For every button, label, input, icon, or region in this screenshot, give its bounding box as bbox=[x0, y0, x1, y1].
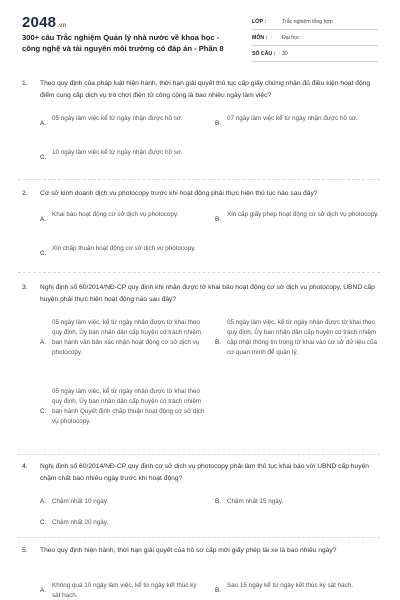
option-letter: A. bbox=[40, 216, 46, 223]
question-text bbox=[22, 545, 378, 557]
option-text: Xin cấp giấy phép hoạt động cơ sở dịch vụ photocopy. bbox=[227, 211, 379, 218]
question-text bbox=[22, 78, 378, 101]
option-letter: A. bbox=[40, 498, 46, 505]
question-number: 4. bbox=[22, 463, 28, 470]
question-text bbox=[22, 188, 378, 200]
option-letter: A. bbox=[40, 339, 46, 346]
option-letter: B. bbox=[215, 216, 221, 223]
question-body: Cơ sở kinh doanh dịch vụ photocopy trước khi hoạt động phải thực hiện thủ tục nào sau đây? bbox=[40, 190, 318, 197]
question-3 bbox=[22, 282, 378, 452]
question-body: Nghị định số 60/2014/NĐ-CP quy định cơ sở dịch vụ photocopy phải làm thủ tục khai báo với UBND cấp huyện chậm chất bao nhiêu ngày trước khi hoạt động? bbox=[40, 463, 370, 482]
question-2 bbox=[22, 188, 378, 270]
meta-row-count bbox=[252, 46, 378, 62]
option-letter: B. bbox=[215, 339, 221, 346]
option-a[interactable] bbox=[40, 497, 205, 507]
option-text: Chậm nhất 20 ngày. bbox=[52, 519, 109, 526]
divider bbox=[18, 179, 380, 180]
divider bbox=[18, 272, 380, 273]
meta-key: SỐ CÂU : bbox=[252, 50, 276, 57]
question-body: Theo quy định hiện hành, thời hạn giải quyết của hồ sơ cấp mới giấy phép lái xe là bao nhiêu ngày? bbox=[40, 547, 337, 554]
option-letter: B. bbox=[215, 587, 221, 594]
page-header bbox=[0, 0, 400, 66]
option-text: Khai báo hoạt động cơ sở dịch vụ photocopy. bbox=[52, 211, 179, 218]
option-text: 07 ngày làm việc kể từ ngày nhận được hồ sơ. bbox=[227, 115, 358, 122]
question-number: 1. bbox=[22, 80, 28, 87]
option-letter: C. bbox=[40, 519, 47, 526]
meta-key: MÔN : bbox=[252, 34, 268, 41]
meta-row-class bbox=[252, 14, 378, 30]
option-a[interactable] bbox=[40, 210, 205, 223]
option-text: Chậm nhất 15 ngày. bbox=[227, 498, 284, 505]
option-c[interactable] bbox=[40, 518, 205, 528]
option-a[interactable] bbox=[40, 581, 205, 600]
option-letter: A. bbox=[40, 587, 46, 594]
meta-row-subject bbox=[252, 30, 378, 46]
meta-value: 30 bbox=[282, 50, 288, 57]
meta-value: Trắc nghiệm tổng hợp bbox=[282, 18, 333, 25]
site-logo[interactable]: 2048.vn bbox=[22, 14, 67, 31]
option-text: 05 ngày làm việc, kể từ ngày nhận được tờ khai theo quy định, Ủy ban nhân dân cấp huyện có trách nhiệm ban hành văn bản xác nhận hoạt động cơ sở dịch vụ photocopy. bbox=[52, 319, 202, 356]
question-body: Theo quy định của pháp luật hiện hành, thời hạn giải quyết thủ tục cấp giấy chứng nhận đủ điều kiện hoạt động điểm cung cấp dịch vụ trò chơi điện tử công cộng là bao nhiêu ngày làm việc? bbox=[40, 80, 371, 99]
option-letter: C. bbox=[40, 154, 47, 161]
option-text: 05 ngày làm việc kể từ ngày nhận được hồ sơ. bbox=[52, 115, 183, 122]
question-number: 5. bbox=[22, 547, 28, 554]
page-title: 300+ câu Trắc nghiệm Quản lý nhà nước về khoa học - công nghệ và tài nguyên môi trường có đáp án - Phần 8 bbox=[22, 33, 224, 53]
option-a[interactable] bbox=[40, 318, 205, 358]
question-1 bbox=[22, 78, 378, 178]
option-letter: B. bbox=[215, 498, 221, 505]
option-text: 05 ngày làm việc, kể từ ngày nhận được tờ khai theo quy định, Ủy ban nhân dân cấp huyện có trách nhiệm ban hành Quyết định chấp thuận hoạt động cơ sở dịch vụ photocopy. bbox=[52, 388, 205, 425]
option-b[interactable] bbox=[215, 210, 380, 223]
option-text: Chậm nhất 10 ngày. bbox=[52, 498, 109, 505]
option-text: 05 ngày làm việc, kể từ ngày nhận được tờ khai theo quy định, Ủy ban nhân dân cấp huyện có trách nhiệm cập nhật thông tin trong tờ khai vào cơ sở dữ liệu của cơ quan mình để quản lý. bbox=[227, 319, 377, 356]
option-c[interactable] bbox=[40, 244, 205, 257]
option-text: Sau 15 ngày kể từ ngày kết thúc kỳ sát hạch. bbox=[227, 582, 354, 589]
option-a[interactable] bbox=[40, 114, 205, 127]
option-letter: B. bbox=[215, 120, 221, 127]
question-4 bbox=[22, 461, 378, 536]
question-text bbox=[22, 282, 378, 305]
meta-table bbox=[252, 14, 378, 62]
question-number: 2. bbox=[22, 190, 28, 197]
option-text: Xin chấp thuận hoạt động cơ sở dịch vụ photocopy. bbox=[52, 245, 196, 252]
option-b[interactable] bbox=[215, 114, 380, 127]
meta-key: LỚP : bbox=[252, 18, 267, 25]
divider bbox=[18, 537, 380, 538]
question-body: Nghị định số 60/2014/NĐ-CP quy định khi nhận được tờ khai báo hoạt động cơ sở dịch vụ photocopy, UBND cấp huyện phải thực hiện hoạt động nào sau đây? bbox=[40, 284, 375, 303]
meta-value: Đại học bbox=[282, 34, 300, 41]
option-c[interactable] bbox=[40, 387, 205, 427]
option-text: 10 ngày làm việc kể từ ngày nhận được hồ sơ. bbox=[52, 149, 183, 156]
option-letter: C. bbox=[40, 408, 47, 415]
option-b[interactable] bbox=[215, 318, 380, 358]
question-text bbox=[22, 461, 378, 484]
option-letter: C. bbox=[40, 250, 47, 257]
divider bbox=[18, 454, 380, 455]
question-number: 3. bbox=[22, 284, 28, 291]
option-b[interactable] bbox=[215, 497, 380, 507]
question-5 bbox=[22, 545, 378, 600]
option-b[interactable] bbox=[215, 581, 378, 594]
option-text: Không quá 10 ngày làm việc, kể từ ngày kết thúc kỳ sát hạch. bbox=[52, 582, 197, 599]
option-letter: A. bbox=[40, 120, 46, 127]
option-c[interactable] bbox=[40, 148, 205, 161]
